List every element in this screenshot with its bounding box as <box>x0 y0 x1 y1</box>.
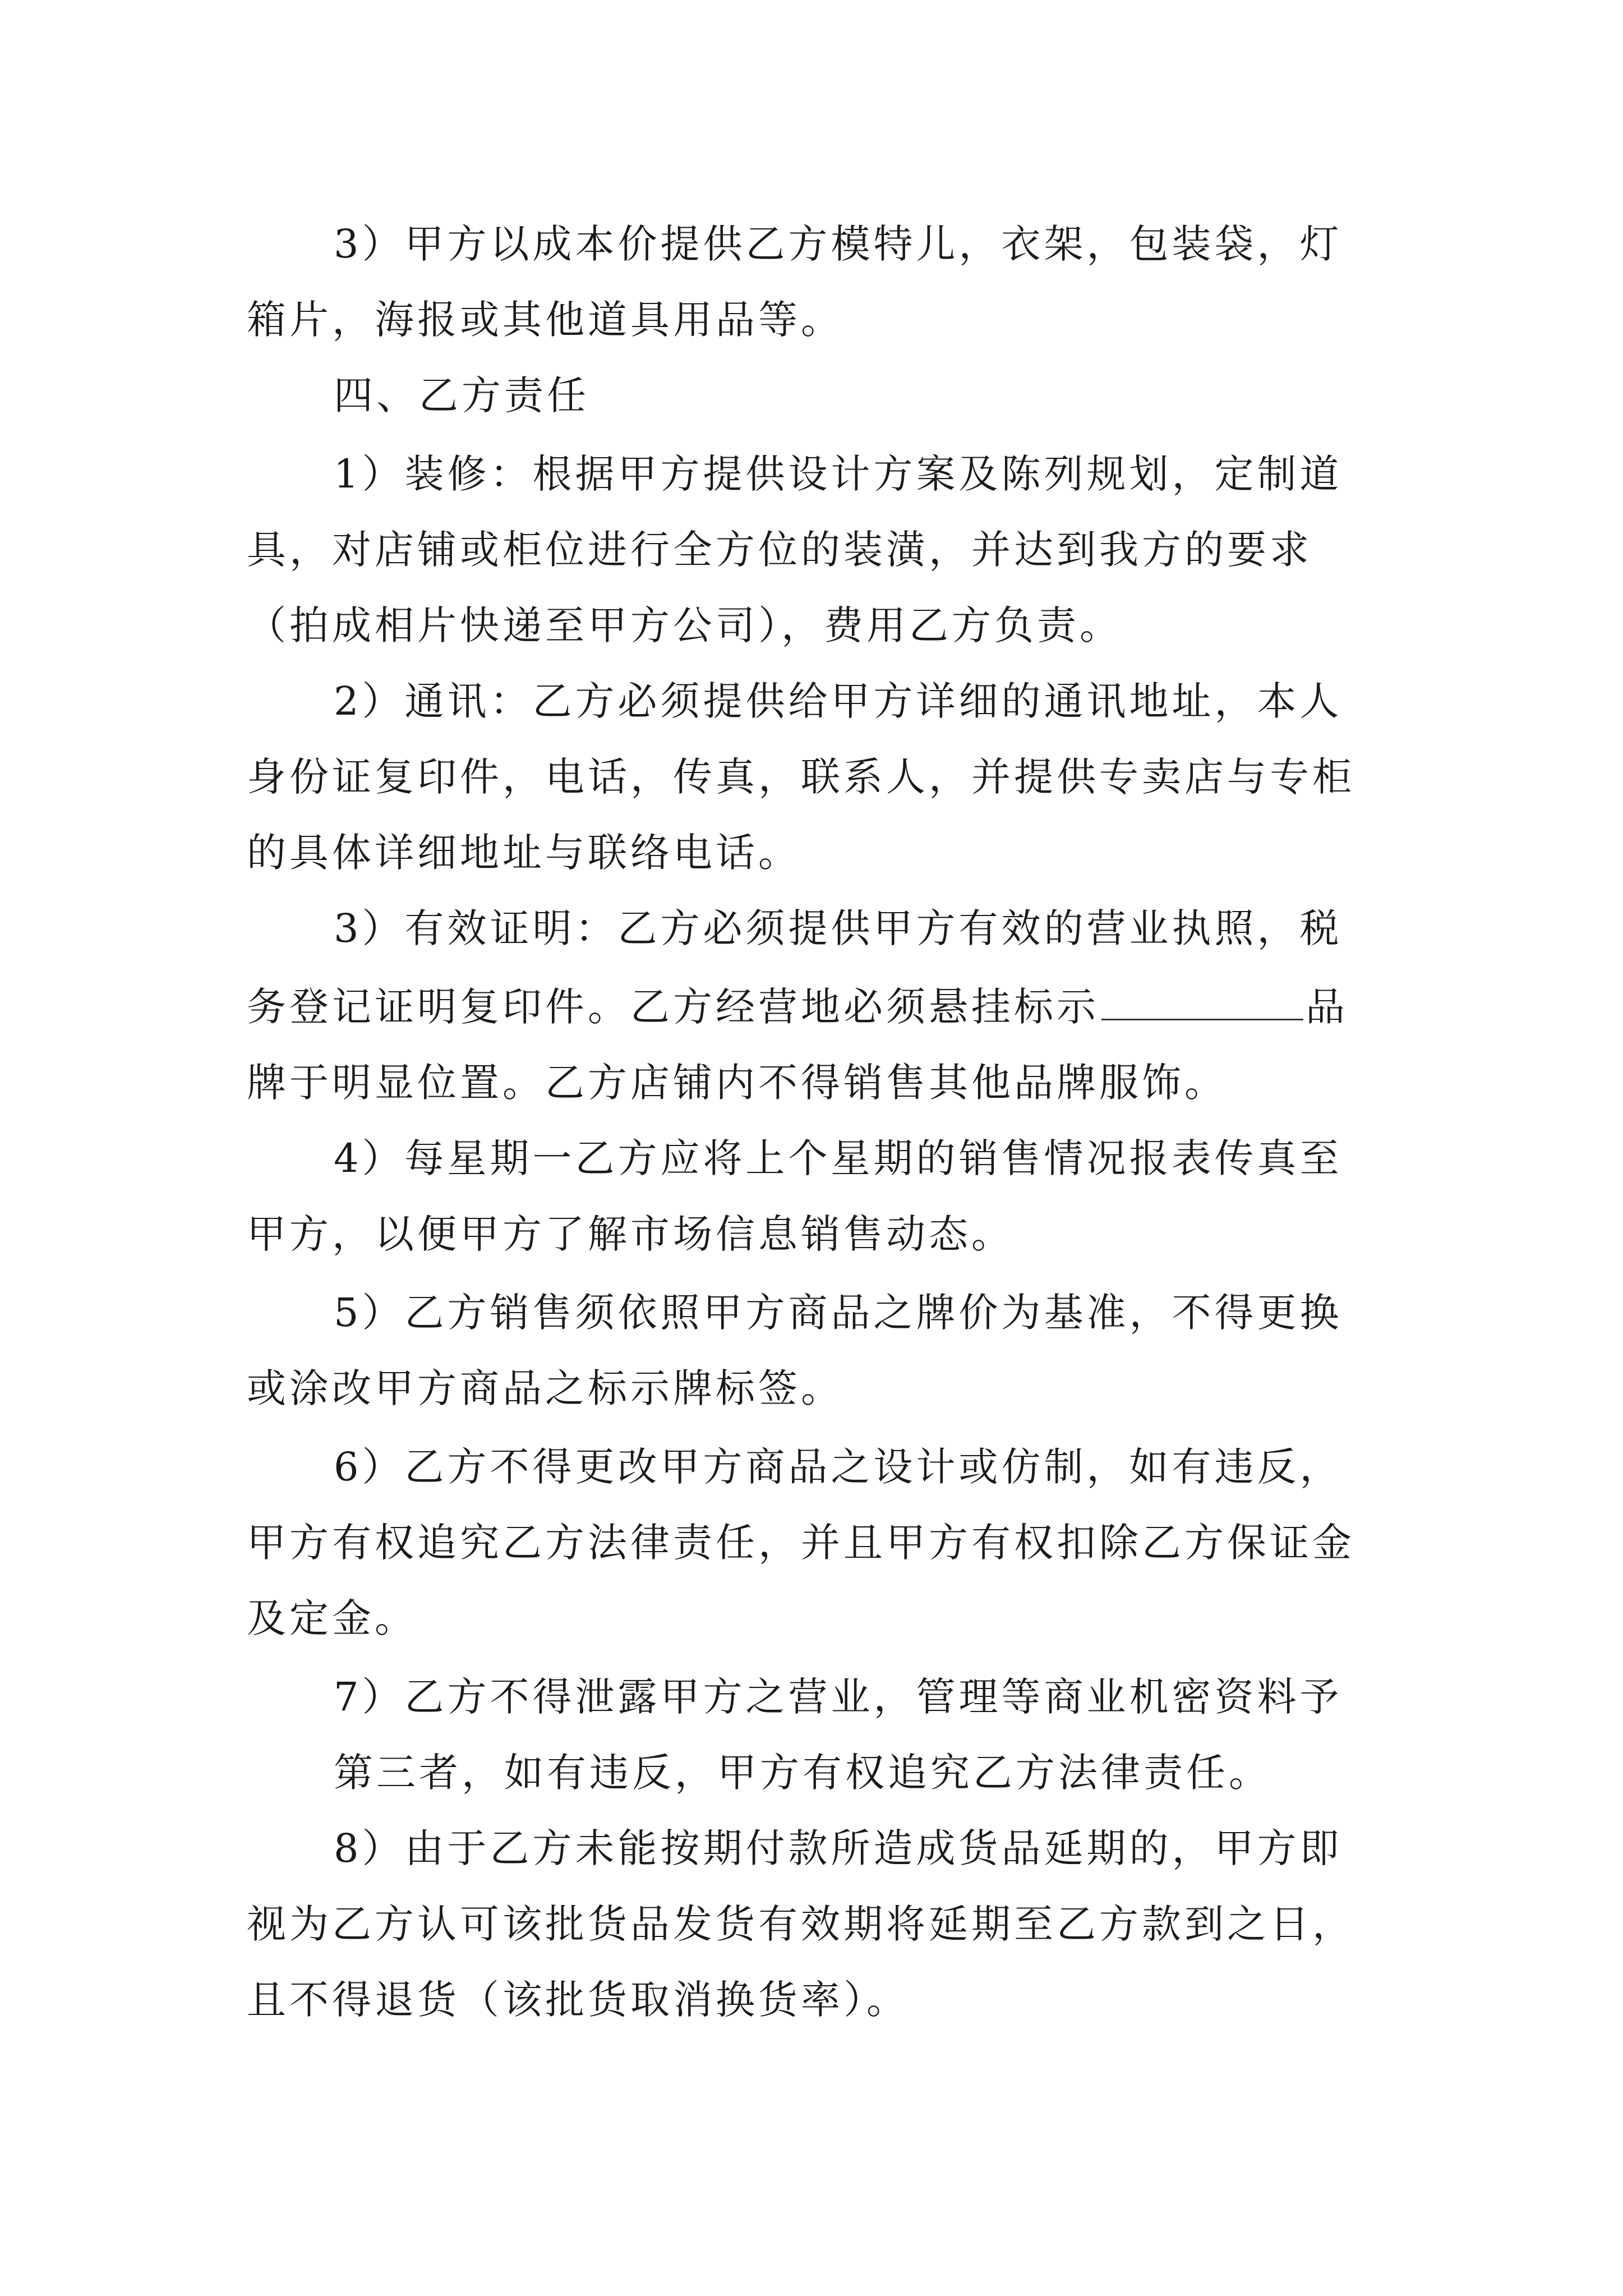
clause-6-line-2: 甲方有权追究乙方法律责任，并且甲方有权扣除乙方保证金 <box>247 1520 1355 1566</box>
clause-5-line-1: 5）乙方销售须依照甲方商品之牌价为基准，不得更换 <box>334 1290 1343 1336</box>
clause-4-line-2: 甲方，以便甲方了解市场信息销售动态。 <box>247 1211 1014 1257</box>
clause-7-line-1: 7）乙方不得泄露甲方之营业，管理等商业机密资料予 <box>334 1674 1343 1720</box>
clause-1-line-1: 1）装修：根据甲方提供设计方案及陈列规划，定制道 <box>334 451 1343 497</box>
clause-6-line-3: 及定金。 <box>247 1595 417 1641</box>
clause-2-line-3: 的具体详细地址与联络电话。 <box>247 830 801 876</box>
section-heading: 四、乙方责任 <box>334 372 589 418</box>
clause-1-line-3: （拍成相片快递至甲方公司），费用乙方负责。 <box>247 602 1122 648</box>
clause-3b-line-1: 3）有效证明：乙方必须提供甲方有效的营业执照，税 <box>334 905 1343 951</box>
clause-1-line-2: 具，对店铺或柜位进行全方位的装潢，并达到我方的要求 <box>247 527 1312 573</box>
clause-8-line-2: 视为乙方认可该批货品发货有效期将延期至乙方款到之日， <box>247 1901 1355 1947</box>
clause-3b-line-3: 牌于明显位置。乙方店铺内不得销售其他品牌服饰。 <box>247 1060 1227 1106</box>
clause-3-line-2: 箱片，海报或其他道具用品等。 <box>247 297 843 343</box>
clause-3b-line-2-text: 务登记证明复印件。乙方经营地必须悬挂标示 <box>247 984 1099 1030</box>
clause-5-line-2: 或涂改甲方商品之标示牌标签。 <box>247 1365 843 1411</box>
clause-3b-line-2-tail: 品 <box>1306 984 1348 1030</box>
clause-6-line-1: 6）乙方不得更改甲方商品之设计或仿制，如有违反， <box>334 1444 1343 1490</box>
clause-3b-line-2 <box>247 984 1348 1029</box>
brand-blank-underline <box>1101 987 1303 1020</box>
clause-8-line-1: 8）由于乙方未能按期付款所造成货品延期的，甲方即 <box>334 1825 1343 1871</box>
clause-8-line-3: 且不得退货（该批货取消换货率）。 <box>247 1977 909 2023</box>
clause-7-line-2: 第三者，如有违反，甲方有权追究乙方法律责任。 <box>334 1750 1271 1796</box>
clause-3-line-1: 3）甲方以成本价提供乙方模特儿，衣架，包装袋，灯 <box>334 221 1343 267</box>
clause-2-line-2: 身份证复印件，电话，传真，联系人，并提供专卖店与专柜 <box>247 754 1355 800</box>
clause-2-line-1: 2）通讯：乙方必须提供给甲方详细的通讯地址，本人 <box>334 678 1343 724</box>
clause-4-line-1: 4）每星期一乙方应将上个星期的销售情况报表传真至 <box>334 1135 1343 1181</box>
